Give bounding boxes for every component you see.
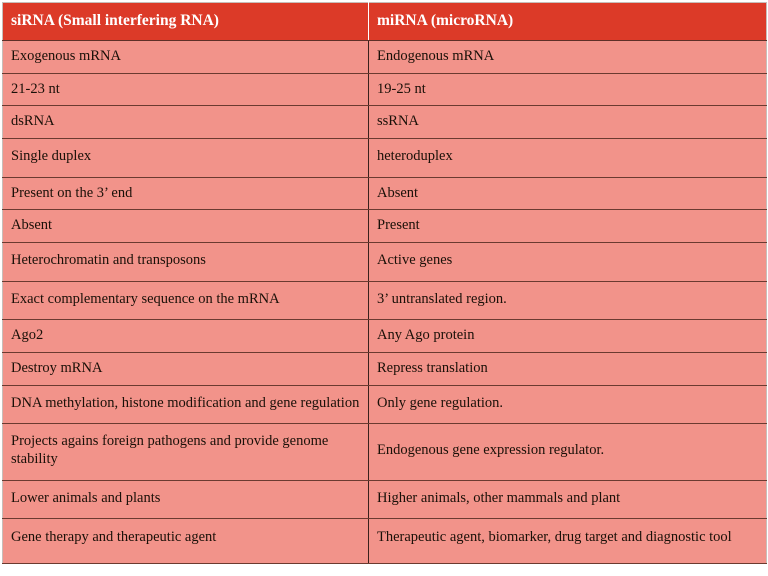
cell-sirna: DNA methylation, histone modification and gene regulation (3, 385, 369, 424)
cell-sirna: Gene therapy and therapeutic agent (3, 519, 369, 564)
table-row (3, 40, 767, 73)
cell-mirna: Repress translation (369, 353, 767, 386)
table-row (3, 519, 767, 564)
cell-mirna: Absent (369, 177, 767, 210)
cell-mirna: Endogenous gene expression regulator. (369, 424, 767, 480)
cell-sirna: Destroy mRNA (3, 353, 369, 386)
table-row (3, 320, 767, 353)
cell-sirna: dsRNA (3, 106, 369, 139)
cell-mirna: 19-25 nt (369, 73, 767, 106)
cell-mirna: Active genes (369, 242, 767, 281)
cell-mirna: Only gene regulation. (369, 385, 767, 424)
cell-mirna: heteroduplex (369, 138, 767, 177)
table-row (3, 106, 767, 139)
table-header (3, 3, 767, 41)
cell-sirna: Absent (3, 210, 369, 243)
cell-mirna: 3’ untranslated region. (369, 281, 767, 320)
cell-sirna: Ago2 (3, 320, 369, 353)
table-row (3, 353, 767, 386)
cell-mirna: Endogenous mRNA (369, 40, 767, 73)
cell-sirna: Lower animals and plants (3, 480, 369, 519)
table-row (3, 480, 767, 519)
cell-mirna: Higher animals, other mammals and plant (369, 480, 767, 519)
table-row (3, 210, 767, 243)
table-row (3, 138, 767, 177)
cell-sirna: Heterochromatin and transposons (3, 242, 369, 281)
table-body (3, 40, 767, 563)
table-row (3, 385, 767, 424)
table-row (3, 177, 767, 210)
cell-mirna: Present (369, 210, 767, 243)
cell-mirna: Any Ago protein (369, 320, 767, 353)
column-header-sirna: siRNA (Small interfering RNA) (3, 3, 369, 41)
cell-sirna: Exact complementary sequence on the mRNA (3, 281, 369, 320)
cell-sirna: Projects agains foreign pathogens and provide genome stability (3, 424, 369, 480)
cell-sirna: Present on the 3’ end (3, 177, 369, 210)
cell-sirna: Exogenous mRNA (3, 40, 369, 73)
cell-mirna: Therapeutic agent, biomarker, drug target and diagnostic tool (369, 519, 767, 564)
table-header-row (3, 3, 767, 41)
sirna-mirna-comparison-table (2, 2, 767, 564)
table-row (3, 424, 767, 480)
table-row (3, 242, 767, 281)
cell-sirna: Single duplex (3, 138, 369, 177)
cell-sirna: 21-23 nt (3, 73, 369, 106)
cell-mirna: ssRNA (369, 106, 767, 139)
table-row (3, 73, 767, 106)
table-row (3, 281, 767, 320)
column-header-mirna: miRNA (microRNA) (369, 3, 767, 41)
